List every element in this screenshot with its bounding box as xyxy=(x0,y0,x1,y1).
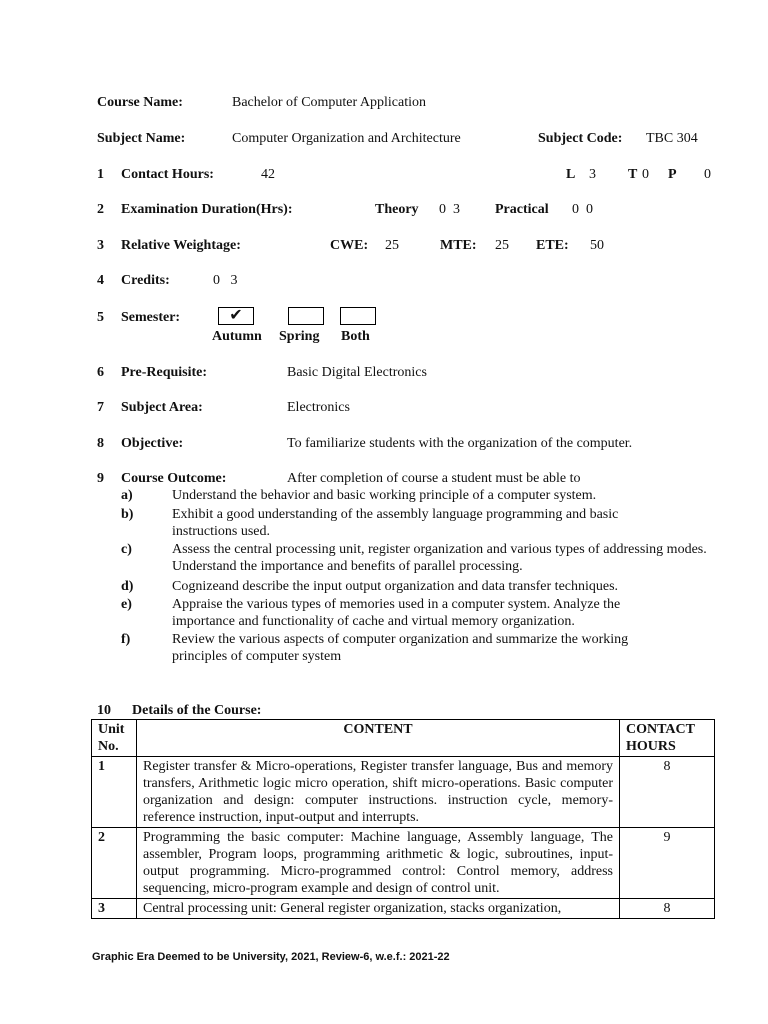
content-cell: Programming the basic computer: Machine language, Assembly language, The assembler, Program loops, programming arithmetic & logic, subroutines, input-output programming. Micro-programmed control: Control memory, address sequencing, micro-program example and design of control unit. xyxy=(137,828,620,899)
contact-hours-value: 42 xyxy=(261,167,275,182)
item-number: 6 xyxy=(97,365,104,380)
details-label: Details of the Course: xyxy=(132,703,262,718)
unit-header: Unit No. xyxy=(92,720,137,757)
hours-cell: 8 xyxy=(620,757,715,828)
outcome-letter: e) xyxy=(121,597,132,612)
item-number: 10 xyxy=(97,703,111,718)
theory-value: 0 3 xyxy=(439,202,460,217)
item-number: 4 xyxy=(97,273,104,288)
content-cell: Central processing unit: General register organization, stacks organization, xyxy=(137,899,620,919)
mte-value: 25 xyxy=(495,238,509,253)
subject-area-label: Subject Area: xyxy=(121,400,203,415)
cwe-label: CWE: xyxy=(330,238,369,253)
subject-area-value: Electronics xyxy=(287,400,350,415)
practical-label: P xyxy=(668,167,677,182)
theory-label: Theory xyxy=(375,202,419,217)
ete-value: 50 xyxy=(590,238,604,253)
autumn-option-label: Autumn xyxy=(212,329,262,344)
cwe-value: 25 xyxy=(385,238,399,253)
outcome-text: Review the various aspects of computer organization and summarize the working principles of computer system xyxy=(172,632,629,664)
outcome-letter: a) xyxy=(121,488,133,503)
outcome-text: Understand the behavior and basic working principle of a computer system. xyxy=(172,488,597,503)
lecture-label: L xyxy=(566,167,576,182)
course-outcome-label: Course Outcome: xyxy=(121,471,227,486)
contact-hours-label: Contact Hours: xyxy=(121,167,214,182)
page-footer: Graphic Era Deemed to be University, 2021, Review-6, w.e.f.: 2021-22 xyxy=(92,951,450,963)
prereq-value: Basic Digital Electronics xyxy=(287,365,427,380)
lecture-value: 3 xyxy=(589,167,596,182)
outcome-letter: c) xyxy=(121,542,132,557)
spring-option-label: Spring xyxy=(279,329,320,344)
course-name-label: Course Name: xyxy=(97,95,183,110)
item-number: 9 xyxy=(97,471,104,486)
outcome-letter: d) xyxy=(121,579,134,594)
table-row xyxy=(92,828,715,899)
tutorial-value: 0 xyxy=(642,167,649,182)
practical-exam-label: Practical xyxy=(495,202,549,217)
objective-value: To familiarize students with the organization of the computer. xyxy=(287,436,633,451)
autumn-checkbox[interactable] xyxy=(218,307,254,325)
practical-value: 0 xyxy=(704,167,711,182)
outcome-text: Appraise the various types of memories used in a computer system. Analyze the importance and functionality of cache and virtual memory organization. xyxy=(172,597,621,629)
item-number: 2 xyxy=(97,202,104,217)
outcome-text: Exhibit a good understanding of the assembly language programming and basic instructions used. xyxy=(172,507,619,539)
hours-header: CONTACT HOURS xyxy=(620,720,715,757)
outcome-letter: b) xyxy=(121,507,134,522)
table-row xyxy=(92,757,715,828)
exam-duration-label: Examination Duration(Hrs): xyxy=(121,202,293,217)
prereq-label: Pre-Requisite: xyxy=(121,365,208,380)
content-cell: Register transfer & Micro-operations, Register transfer language, Bus and memory transfers, Arithmetic logic micro operation, shift micro-operations. Basic computer organization and design: computer instructions. instruction cycle, memory-reference instruction, input-output and interrupts. xyxy=(137,757,620,828)
ete-label: ETE: xyxy=(536,238,569,253)
subject-code-label: Subject Code: xyxy=(538,131,623,146)
mte-label: MTE: xyxy=(440,238,477,253)
table-header-row xyxy=(92,720,715,757)
content-header: CONTENT xyxy=(137,720,620,757)
practical-exam-value: 0 0 xyxy=(572,202,593,217)
item-number: 5 xyxy=(97,310,104,325)
course-details-table xyxy=(91,719,715,919)
both-option-label: Both xyxy=(341,329,370,344)
course-name-value: Bachelor of Computer Application xyxy=(232,95,427,110)
item-number: 1 xyxy=(97,167,104,182)
spring-checkbox[interactable] xyxy=(288,307,324,325)
checkmark-icon: ✔ xyxy=(229,307,243,324)
tutorial-label: T xyxy=(628,167,638,182)
subject-name-value: Computer Organization and Architecture xyxy=(232,131,461,146)
outcome-text: Cognizeand describe the input output organization and data transfer techniques. xyxy=(172,579,619,594)
credits-value: 0 3 xyxy=(213,273,238,288)
item-number: 3 xyxy=(97,238,104,253)
both-checkbox[interactable] xyxy=(340,307,376,325)
objective-label: Objective: xyxy=(121,436,184,451)
credits-label: Credits: xyxy=(121,273,170,288)
subject-code-value: TBC 304 xyxy=(646,131,698,146)
outcome-text: Assess the central processing unit, register organization and various types of addressing modes. Understand the importance and benefits of parallel processing. xyxy=(172,542,707,574)
table-row xyxy=(92,899,715,919)
weightage-label: Relative Weightage: xyxy=(121,238,241,253)
outcome-letter: f) xyxy=(121,632,131,647)
unit-cell: 1 xyxy=(92,757,137,828)
course-outcome-intro: After completion of course a student must be able to xyxy=(287,471,581,486)
unit-cell: 3 xyxy=(92,899,137,919)
hours-cell: 8 xyxy=(620,899,715,919)
item-number: 7 xyxy=(97,400,104,415)
subject-name-label: Subject Name: xyxy=(97,131,186,146)
unit-cell: 2 xyxy=(92,828,137,899)
semester-label: Semester: xyxy=(121,310,181,325)
hours-cell: 9 xyxy=(620,828,715,899)
item-number: 8 xyxy=(97,436,104,451)
